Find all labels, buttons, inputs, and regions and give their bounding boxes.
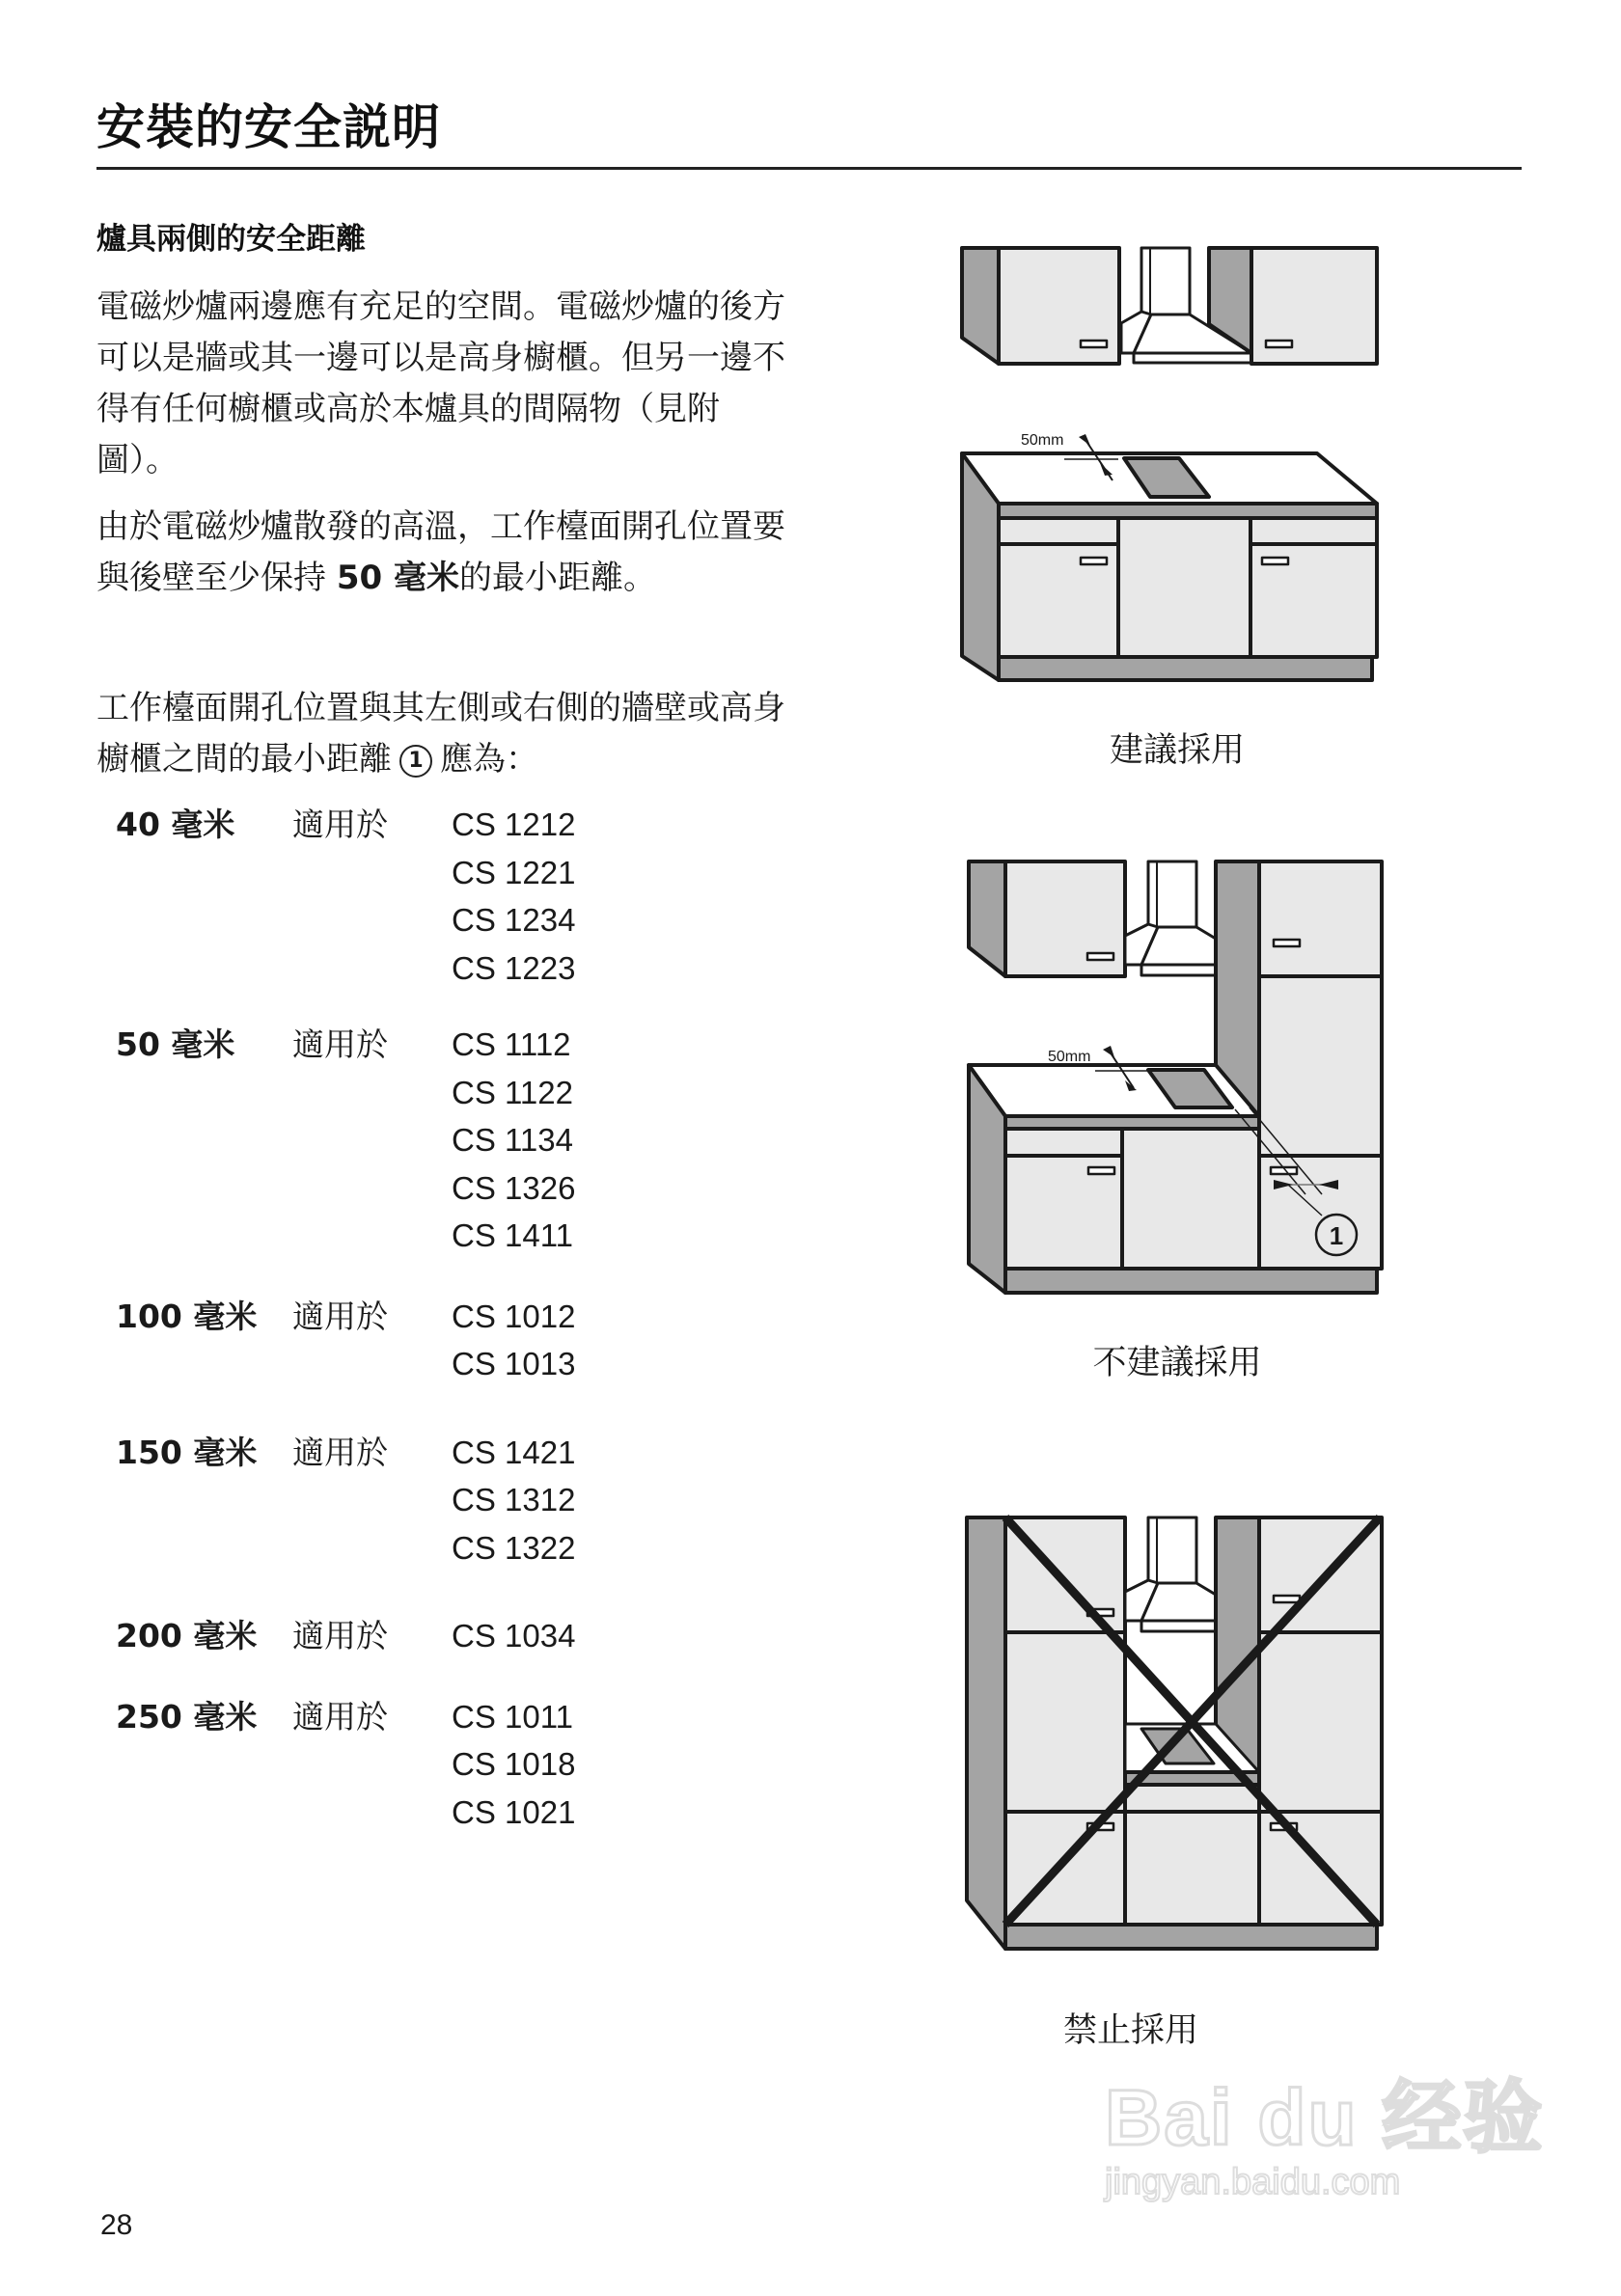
figure-caption-prohibited: 禁止採用 [1063, 2011, 1199, 2050]
figure-recommended [955, 232, 1399, 695]
side-clearance-paragraph [96, 683, 791, 785]
model-item: CS 1234 [452, 902, 576, 938]
model-item: CS 1021 [452, 1793, 576, 1830]
spec-group [116, 801, 656, 992]
spec-distance: 200 毫米 [116, 1617, 258, 1654]
spec-applies-label: 適用於 [292, 806, 388, 843]
heat-clearance-paragraph [96, 502, 791, 604]
marker-number: 1 [1329, 1221, 1344, 1250]
spec-models [452, 1021, 656, 1260]
side-clearance-text-before: 工作檯面開孔位置與其左側或右側的牆壁或高身櫥櫃之間的最小距離 [96, 689, 785, 779]
heat-clearance-value: 50 毫米 [336, 559, 459, 597]
spec-models [452, 1293, 656, 1388]
model-item: CS 1326 [452, 1169, 576, 1206]
model-item: CS 1411 [452, 1217, 573, 1253]
figure-prohibited [955, 1505, 1399, 1968]
spec-applies-label: 適用於 [292, 1697, 388, 1736]
spec-models [452, 801, 656, 992]
heat-clearance-text-after: 的最小距離。 [458, 559, 656, 597]
model-item: CS 1013 [452, 1346, 576, 1381]
spec-models [452, 1693, 656, 1837]
figure-caption-recommended: 建議採用 [1109, 731, 1245, 770]
model-item: CS 1312 [452, 1482, 576, 1517]
watermark-url: jingyan.baidu.com [1105, 2162, 1401, 2202]
model-item: CS 1034 [452, 1618, 576, 1654]
spec-group [116, 1429, 656, 1572]
model-item: CS 1018 [452, 1746, 576, 1782]
spec-distance: 40 毫米 [116, 806, 235, 843]
intro-paragraph: 電磁炒爐兩邊應有充足的空間。電磁炒爐的後方可以是牆或其一邊可以是高身櫥櫃。但另一邊不得有任何櫥櫃或高於本爐具的間隔物（見附圖）。 [96, 287, 785, 479]
circled-marker-icon: 1 [399, 745, 432, 778]
model-item: CS 1134 [452, 1122, 573, 1158]
spec-applies-label: 適用於 [292, 1025, 388, 1063]
spec-distance: 150 毫米 [116, 1433, 258, 1471]
watermark [1105, 2055, 1544, 2203]
spec-group [116, 1021, 656, 1260]
spec-distance: 250 毫米 [116, 1697, 258, 1736]
dimension-label: 50mm [1048, 1049, 1091, 1065]
model-item: CS 1223 [452, 949, 576, 986]
section-heading: 爐具兩側的安全距離 [96, 222, 366, 257]
model-item: CS 1112 [452, 1026, 571, 1062]
kitchen-layout-recommended-illustration [955, 232, 1399, 695]
spec-applies-label: 適用於 [292, 1433, 388, 1471]
dimension-label: 50mm [1021, 432, 1064, 449]
figure-not-recommended [955, 849, 1399, 1312]
page-title: 安裝的安全説明 [96, 99, 441, 155]
spec-distance: 50 毫米 [116, 1025, 235, 1063]
spec-distance: 100 毫米 [116, 1297, 258, 1335]
spec-group [116, 1293, 656, 1388]
spec-group [116, 1693, 656, 1837]
spec-applies-label: 適用於 [292, 1297, 388, 1335]
model-item: CS 1012 [452, 1298, 576, 1334]
spec-group [116, 1612, 656, 1660]
spec-models [452, 1612, 656, 1660]
figure-caption-not-recommended: 不建議採用 [1092, 1344, 1262, 1382]
clearance-spec-list [116, 801, 656, 1862]
model-item: CS 1011 [452, 1698, 573, 1735]
title-divider [96, 167, 1522, 170]
kitchen-layout-not-recommended-illustration [955, 849, 1399, 1312]
model-item: CS 1221 [452, 854, 576, 890]
model-item: CS 1122 [452, 1074, 573, 1110]
model-item: CS 1421 [452, 1434, 576, 1470]
heat-clearance-text-before: 由於電磁炒爐散發的高溫，工作檯面開孔位置要與後壁至少保持 [96, 507, 785, 597]
spec-applies-label: 適用於 [292, 1617, 388, 1654]
side-clearance-text-after: 應為： [440, 740, 538, 779]
watermark-brand: Bai du 经验 [1105, 2074, 1545, 2162]
model-item: CS 1322 [452, 1529, 576, 1566]
spec-models [452, 1429, 656, 1572]
model-item: CS 1212 [452, 806, 576, 842]
page-number: 28 [100, 2209, 133, 2241]
kitchen-layout-prohibited-illustration [955, 1505, 1399, 1968]
